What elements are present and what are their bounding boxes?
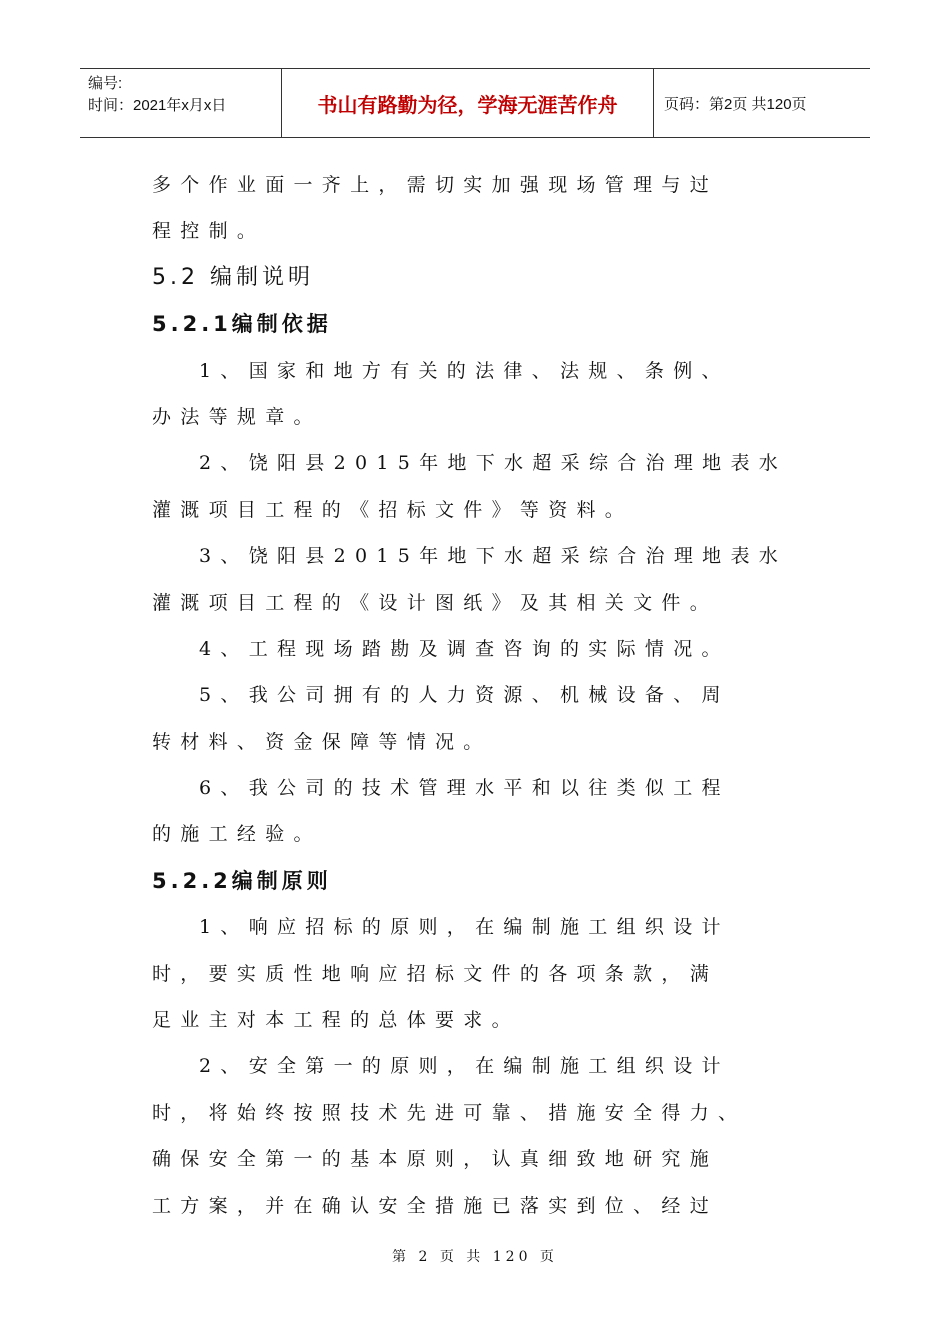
list-item: 2、饶阳县2015年地下水超采综合治理地表水 xyxy=(199,452,788,475)
header-motto-cell xyxy=(282,69,654,137)
body-line: 时，将始终按照技术先进可靠、措施安全得力、 xyxy=(152,1101,747,1124)
list-item: 1、响应招标的原则，在编制施工组织设计 xyxy=(199,916,730,939)
subsection-heading: 5.2.1编制依据 xyxy=(152,312,332,337)
list-item: 4、工程现场踏勘及调查咨询的实际情况。 xyxy=(199,637,730,660)
subsection-heading: 5.2.2编制原则 xyxy=(152,868,332,893)
body-line: 程控制。 xyxy=(152,220,266,243)
list-item: 3、饶阳县2015年地下水超采综合治理地表水 xyxy=(199,545,788,568)
list-item: 1、国家和地方有关的法律、法规、条例、 xyxy=(199,359,730,382)
body-line: 办法等规章。 xyxy=(152,405,322,428)
body-line: 工方案，并在确认安全措施已落实到位、经过 xyxy=(152,1194,719,1217)
document-date: 时间：2021年x月x日 xyxy=(88,97,227,114)
header-motto: 书山有路勤为径，学海无涯苦作舟 xyxy=(317,94,618,117)
body-line: 灌溉项目工程的《招标文件》等资料。 xyxy=(152,498,634,521)
section-heading: 5.2 编制说明 xyxy=(152,264,314,290)
header-page-info: 页码：第2页 共120页 xyxy=(664,95,807,113)
document-header xyxy=(80,68,870,138)
body-line: 灌溉项目工程的《设计图纸》及其相关文件。 xyxy=(152,591,719,614)
header-page-cell xyxy=(654,69,870,137)
body-line: 确保安全第一的基本原则，认真细致地研究施 xyxy=(152,1148,719,1171)
header-meta-cell xyxy=(80,69,282,137)
body-line: 足业主对本工程的总体要求。 xyxy=(152,1009,520,1032)
page-footer xyxy=(0,1246,950,1266)
body-line: 转材料、资金保障等情况。 xyxy=(152,730,492,753)
list-item: 2、安全第一的原则，在编制施工组织设计 xyxy=(199,1055,730,1078)
document-number-label: 编号: xyxy=(88,75,123,92)
footer-page-number: 第 2 页 共 120 页 xyxy=(392,1249,558,1265)
document-body xyxy=(152,168,802,1235)
body-line: 的施工经验。 xyxy=(152,823,322,846)
body-line: 多个作业面一齐上，需切实加强现场管理与过 xyxy=(152,174,719,196)
list-item: 5、我公司拥有的人力资源、机械设备、周 xyxy=(199,684,730,707)
list-item: 6、我公司的技术管理水平和以往类似工程 xyxy=(199,777,730,800)
body-line: 时，要实质性地响应招标文件的各项条款，满 xyxy=(152,962,719,985)
